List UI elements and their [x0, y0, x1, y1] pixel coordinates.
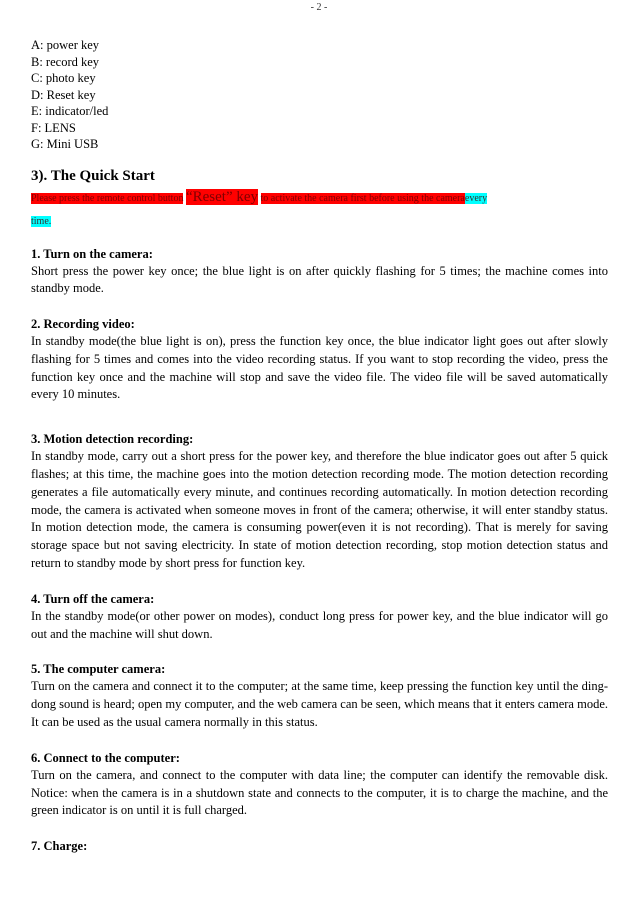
section-heading: 7. Charge: [31, 839, 88, 854]
section-body: Turn on the camera and connect it to the computer; at the same time, keep pressing the function key until the ding-dong sound is heard; open my computer, and the web camera can be seen, which means that it enters camera mode. It can be used as the usual camera normally in this status. [31, 679, 608, 730]
section-title: 3). The Quick Start [31, 167, 155, 184]
page-number: - 2 - [310, 2, 328, 13]
notice-text-highlight: time. [31, 215, 52, 227]
list-item: B: record key [31, 54, 100, 69]
section-body: In standby mode(the blue light is on), press the function key once, the blue indicator light goes out after slowly flashing for 5 times and comes into the video recording status. If you want to stop recording the video, press the function key once and the machine will stop and save the video file. The video file will be saved automatically every 10 minutes. [31, 334, 608, 402]
section-turn-off [31, 590, 608, 644]
section-heading: 1. Turn on the camera: [31, 246, 153, 261]
section-heading: 6. Connect to the computer: [31, 750, 180, 765]
section-heading: 2. Recording video: [31, 317, 135, 332]
list-item: C: photo key [31, 71, 96, 85]
section-connect-computer [31, 749, 608, 820]
list-item: G: Mini USB [31, 137, 99, 151]
quick-start-notice [31, 188, 608, 228]
notice-text: to activate the camera first before using the camera [260, 192, 465, 204]
list-item: D: Reset key [31, 87, 96, 102]
section-recording-video [31, 315, 608, 404]
section-motion-detection [31, 430, 608, 573]
key-list [31, 37, 608, 153]
section-heading: 4. Turn off the camera: [31, 591, 155, 606]
section-charge [31, 837, 608, 855]
section-body: Turn on the camera, and connect to the computer with data line; the computer can identify the removable disk. Notice: when the camera is in a shutdown state and connects to the computer, it is to charge the machine, and the green indicator is on until it is full charged. [31, 767, 608, 818]
notice-text: Please press the remote control button [31, 192, 184, 204]
section-heading: 5. The computer camera: [31, 662, 166, 677]
section-heading: 3. Motion detection recording: [31, 432, 194, 447]
section-computer-camera [31, 660, 608, 731]
list-item: E: indicator/led [31, 104, 109, 118]
section-body: In the standby mode(or other power on modes), conduct long press for power key, and the blue indicator will go out and the machine will shut down. [31, 608, 608, 641]
list-item: F: LENS [31, 120, 76, 135]
section-body: Short press the power key once; the blue light is on after quickly flashing for 5 times; the machine comes into standby mode. [31, 263, 608, 296]
document-body [31, 37, 608, 855]
section-body: In standby mode, carry out a short press for the power key, and therefore the blue indicator goes out after 5 quick flashes; at this time, the machine goes into the motion detection recording mode. The motion detection recording generates a file automatically every minute, and continues recording automatically. In motion detection recording mode, the camera is activated when someone moves in front of the camera; otherwise, it will enter standby status. In motion detection mode, the camera is consuming power(even it is not recording). That is merely for saving storage space but not saving electricity. In state of motion detection recording, stop motion detection status and return to standby mode by short press for function key. [31, 449, 608, 571]
reset-key-label: “Reset” key [185, 188, 259, 205]
section-turn-on [31, 245, 608, 299]
list-item: A: power key [31, 38, 100, 52]
notice-text-highlight: every [464, 192, 488, 204]
